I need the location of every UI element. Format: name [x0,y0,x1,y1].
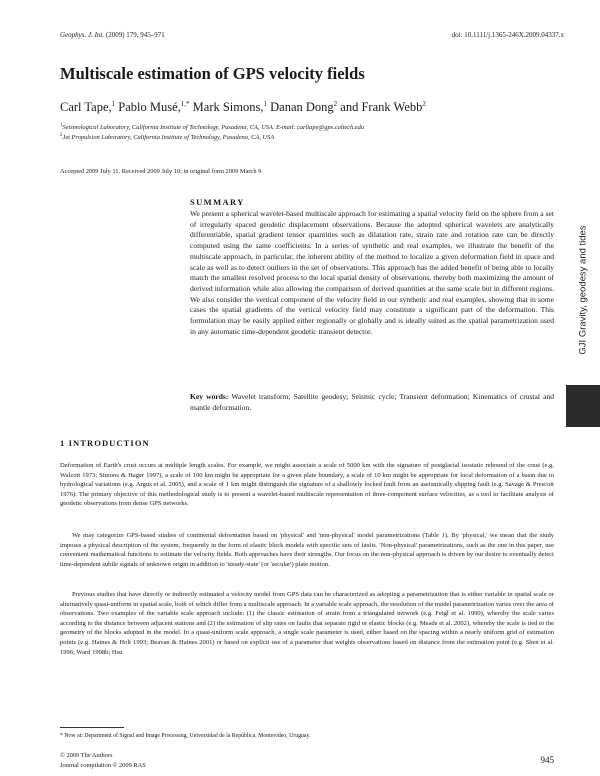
author-5: Frank Webb [361,100,423,115]
author-2: Pablo Musé, [118,100,181,115]
section-side-tab [566,195,600,385]
author-4-mark: 2 [333,100,338,108]
keywords [190,392,554,413]
author-1: Carl Tape, [60,100,112,115]
affiliation-1-mark: 1 [60,123,63,128]
affiliation-2 [60,133,274,141]
footer-compilation: Journal compilation © 2009 RAS [60,762,146,769]
affiliation-2-text: Jet Propulsion Laboratory, California Institute of Technology, Pasadena, CA, USA [62,134,275,142]
author-list [60,100,426,115]
summary-heading: SUMMARY [190,197,245,207]
author-2-mark: 1,* [180,100,190,108]
author-5-mark: 2 [422,100,426,108]
footnote: * Now at: Department of Signal and Image Processing, Universidad de la República, Montevideo, Uruguay. [60,733,311,739]
affiliation-1-text: Seismological Laboratory, California Institute of Technology, Pasadena, CA, USA. E-mail: carltape@gps.caltech.edu [62,124,365,132]
summary-text: We present a spherical wavelet-based multiscale approach for estimating a spatial velocity field on the sphere from a set of irregularly spaced geodetic displacement observations. Because the adopted spherical wavelets are analytically differentiable, spatial gradient tensor quantities such as dilatation rate, strain rate and rotation rate can be directly computed using the same coefficients. In a series of synthetic and real examples, we illustrate the benefit of the multiscale approach, in particular, the inherent ability of the method to localize a given deformation field in space and scale as well as to detect outliers in the set of observations. This approach has the added benefit of being able to locally match the smallest resolved process to the local spatial density of observations, thereby both maximizing the amount of derived information while also allowing the comparison of derived quantities at the same scale but in different regions. We also consider the vertical component of the velocity field in our synthetic and real examples, showing that in some cases the spatial gradients of the vertical velocity field may constitute a significant part of the deformation. This formulation may be easily applied either regionally or globally and is ideally suited as the spatial parametrization used in any automatic time-dependent geodetic transient detector. [190,209,554,336]
author-3: Mark Simons, [192,100,264,115]
author-4: Danan Dong [270,100,334,115]
keywords-text: Wavelet transform; Satellite geodesy; Seismic cycle; Transient deformation; Kinematics of crustal and mantle deformation. [190,392,554,412]
accepted-dates: Accepted 2009 July 11. Received 2009 July 10; in original form 2009 March 9 [60,168,262,175]
keywords-label: Key words: [190,392,229,401]
affiliation-1 [60,123,364,131]
section-heading-introduction: 1 INTRODUCTION [60,438,150,448]
intro-paragraph-2: We may categorize GPS-based studies of continental deformation based on 'physical' and 'non-physical' model parametrizations (Table 1). By 'physical,' we mean that the study imposes a physical description of the system, frequently in the form of elastic block models with specific sets of faults. 'Non-physical' parametrizations, such as the one in this paper, use convenient mathematical functions to estimate the velocity fields. Both approaches have their strengths. Our focus on the non-physical approach is driven by our desire to eventually detect time-dependent subtle signals of unknown origin in addition to 'steady-state' (or 'secular') plate motion. [60,532,554,568]
footer-copyright: © 2009 The Authors [60,752,113,759]
footnote-rule [60,727,124,728]
paper-title: Multiscale estimation of GPS velocity fields [60,64,365,83]
affiliation-2-mark: 2 [60,133,63,138]
side-tab-label: GJI Gravity, geodesy and tides [577,225,589,355]
author-joiner: and [340,100,359,115]
journal-name: Geophys. J. Int. [60,31,105,39]
volume-pages: (2009) 179, 945–971 [105,31,165,39]
author-3-mark: 1 [263,100,267,108]
intro-paragraph-1: Deformation of Earth's crust occurs at multiple length scales. For example, we might associate a scale of 5000 km with the signature of postglacial isostatic rebound of the crust (e.g. Walcott 1973; Simons & Hager 1997), a scale of 100 km might be appropriate for a given plate boundary, a scale of 10 km might be appropriate for local deformation of a basin due to hydrological variations (e.g. Argus et al. 2005), and a scale of 1 km might distinguish the signature of a shallowly locked fault from an aseismically slipping fault (e.g. Savage & Prescott 1976). The primary objective of this methodological study is to present a wavelet-based multiscale representation of three-component surface velocities, as a tool to facilitate analysis of geodetic observations from dense GPS networks. [60,462,554,508]
author-1-mark: 1 [111,100,116,108]
intro-paragraph-3: Previous studies that have directly or indirectly estimated a velocity model from GPS data can be characterized as adopting a parametrization that is either variable in spatial scale or alternatively quasi-uniform in spatial scale, both of which differ from a multiscale approach. In a variable scale approach, the resolution of the model parametrization varies over the area of observations. Two examples of the variable scale approach include: (1) the classic estimation of strain from a triangulated network (e.g. Feigl et al. 1990), whereby the scale varies according to the distance between adjacent stations and (2) the estimation of slip rates on faults that separate rigid or elastic blocks (e.g. Meade et al. 2002), whereby the scale is tied to the geometry of the blocks adopted in the model. In a quasi-uniform scale approach, a single scale parameter is used, either based on the spacing within a nearly uniform grid of estimation points (e.g. Haines & Holt 1993; Beavan & Haines 2001) or based on explicit use of a parameter that weights observations based on distance from the estimation point (e.g. Shen et al. 1996; Ward 1998b; Hsu [60,591,554,656]
doi[interactable]: doi: 10.1111/j.1365-246X.2009.04337.x [451,31,564,39]
running-header-left [60,31,165,39]
side-tab-block [566,385,600,427]
page-number: 945 [540,755,554,765]
